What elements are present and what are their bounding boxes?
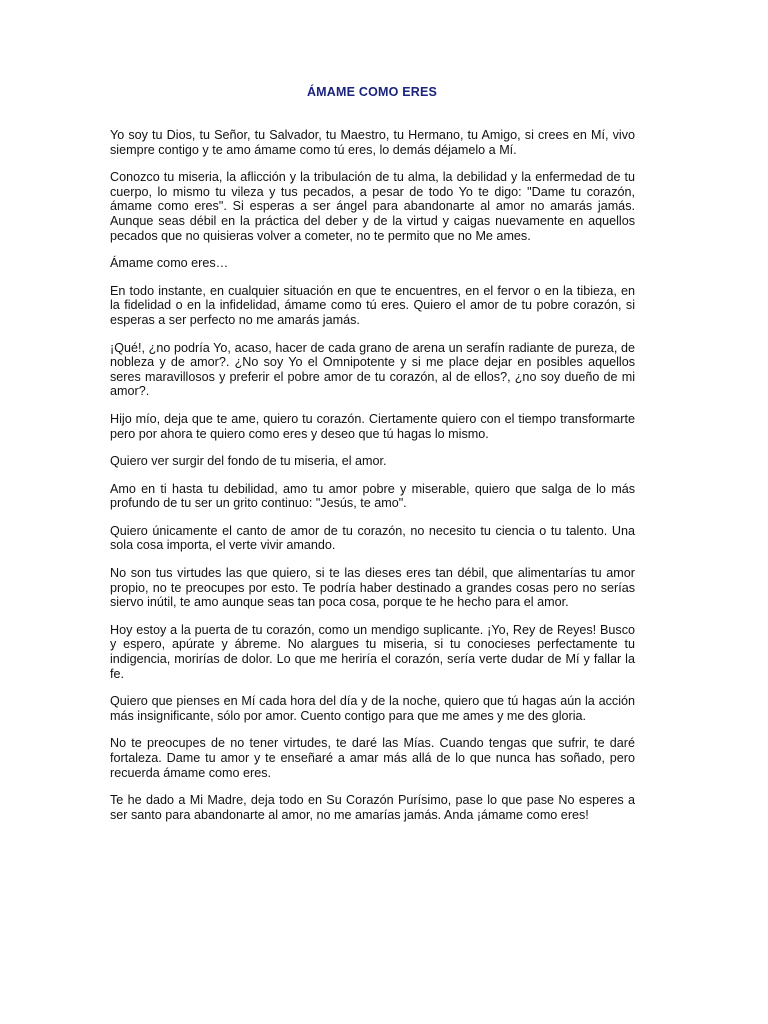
paragraph-7: Quiero ver surgir del fondo de tu miseria, el amor.	[110, 454, 387, 469]
paragraph-1: Yo soy tu Dios, tu Señor, tu Salvador, tu Maestro, tu Hermano, tu Amigo, si crees en Mí, vivo siempre contigo y te amo ámame como tú eres, lo demás déjamelo a Mí.	[110, 128, 635, 157]
paragraph-14: Te he dado a Mi Madre, deja todo en Su Corazón Purísimo, pase lo que pase No esperes a ser santo para abandonarte al amor, no me amarías jamás. Anda ¡ámame como eres!	[110, 793, 635, 822]
paragraph-13: No te preocupes de no tener virtudes, te daré las Mías. Cuando tengas que sufrir, te daré fortaleza. Dame tu amor y te enseñaré a amar más allá de lo que nunca has soñado, pero recuerda ámame como eres.	[110, 736, 635, 780]
paragraph-10: No son tus virtudes las que quiero, si te las dieses eres tan débil, que alimentarías tu amor propio, no te preocupes por esto. Te podría haber destinado a grandes cosas pero no serías siervo inútil, te amo aunque seas tan poca cosa, porque te he hecho para el amor.	[110, 566, 635, 610]
paragraph-6: Hijo mío, deja que te ame, quiero tu corazón. Ciertamente quiero con el tiempo transformarte pero por ahora te quiero como eres y deseo que tú hagas lo mismo.	[110, 411, 635, 441]
paragraph-2: Conozco tu miseria, la aflicción y la tribulación de tu alma, la debilidad y la enfermedad de tu cuerpo, lo mismo tu vileza y tus pecados, a pesar de todo Yo te digo: "Dame tu corazón, ámame como eres". Si esperas a ser ángel para abandonarte al amor no amarás jamás. Aunque seas débil en la práctica del deber y de la virtud y caigas nuevamente en aquellos pecados que no quisieras volver a cometer, no te permito que no Me ames.	[110, 170, 635, 243]
paragraph-11: Hoy estoy a la puerta de tu corazón, como un mendigo suplicante. ¡Yo, Rey de Reyes! Busco y espero, apúrate y ábreme. No alargues tu miseria, si tu conocieses perfectamente tu indigencia, morirías de dolor. Lo que me heriría el corazón, sería verte dudar de Mí y fallar la fe.	[110, 622, 635, 681]
paragraph-9: Quiero únicamente el canto de amor de tu corazón, no necesito tu ciencia o tu talento. Una sola cosa importa, el verte vivir amando.	[110, 523, 635, 553]
paragraph-5: ¡Qué!, ¿no podría Yo, acaso, hacer de cada grano de arena un serafín radiante de pureza, de nobleza y de amor?. ¿No soy Yo el Omnipotente y si me place dejar en posibles aquellos seres maravillosos y preferir el pobre amor de tu corazón, al de ellos?, ¿no soy dueño de mi amor?.	[110, 340, 635, 399]
paragraph-8: Amo en ti hasta tu debilidad, amo tu amor pobre y miserable, quiero que salga de lo más profundo de tu ser un grito continuo: "Jesús, te amo".	[110, 481, 635, 511]
document-title: ÁMAME COMO ERES	[306, 85, 438, 99]
document-body	[110, 128, 635, 835]
paragraph-4: En todo instante, en cualquier situación en que te encuentres, en el fervor o en la tibieza, en la fidelidad o en la infidelidad, ámame como tú eres. Quiero el amor de tu pobre corazón, si esperas a ser perfecto no me amarás jamás.	[110, 283, 635, 327]
paragraph-12: Quiero que pienses en Mí cada hora del día y de la noche, quiero que tú hagas aún la acción más insignificante, sólo por amor. Cuento contigo para que me ames y me des gloria.	[110, 694, 635, 723]
paragraph-3: Ámame como eres…	[110, 256, 229, 271]
